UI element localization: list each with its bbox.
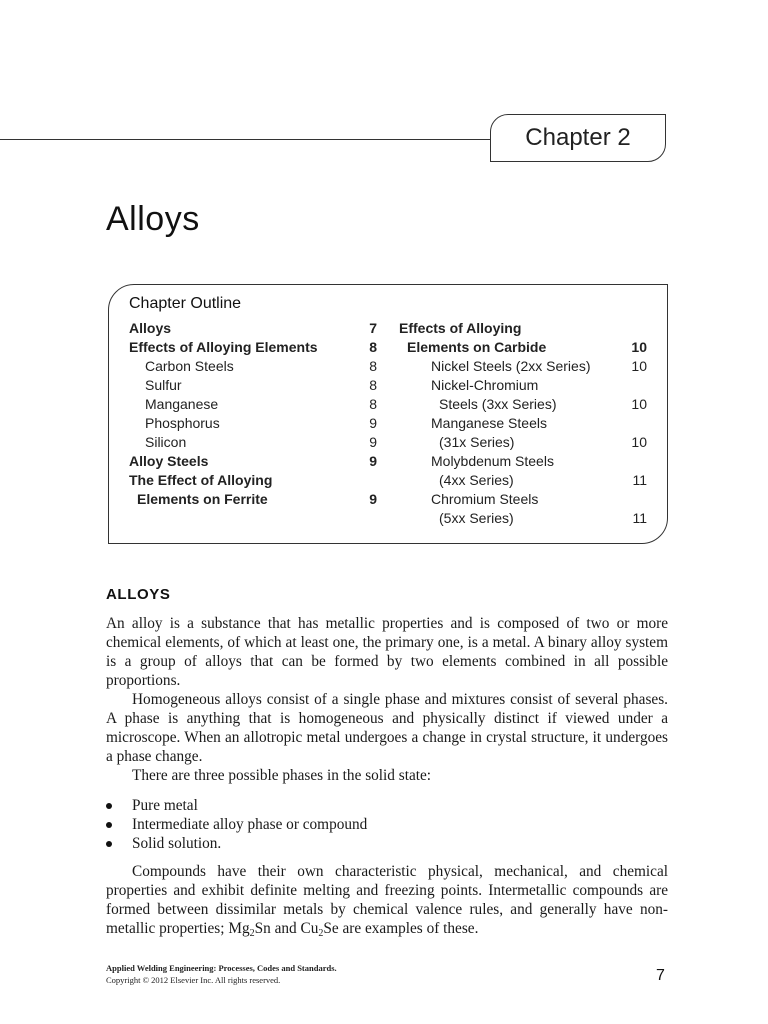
outline-entry-label: Effects of Alloying	[399, 320, 522, 336]
formula-mg2sn: $Mg_2Sn$	[228, 920, 271, 939]
outline-entry-page: 11	[632, 472, 647, 488]
outline-entry-label: (31x Series)	[439, 434, 515, 450]
paragraph-4: Compounds have their own characteristic physical, mechanical, and chemical properties and exhibit definite melting and freezing points. Intermetallic compounds are formed between dissimilar metals by chemical valence rules, and generally have non-metallic properties; $Mg_2Sn$ and $Cu_2Se$ are examples of these.	[106, 863, 668, 939]
outline-entry-page: 8	[369, 377, 377, 393]
outline-entry	[129, 395, 377, 414]
outline-entry	[399, 433, 647, 452]
list-item: Intermediate alloy phase or compound	[106, 815, 668, 834]
outline-entry-label: Manganese	[145, 396, 219, 412]
outline-entry	[399, 395, 647, 414]
outline-entry	[399, 376, 647, 395]
outline-entry-label: Alloys	[129, 320, 172, 336]
outline-entry	[129, 338, 377, 357]
page-number: 7	[656, 967, 665, 984]
outline-entry-page: 9	[369, 434, 377, 450]
outline-entry-page: 8	[369, 339, 377, 355]
outline-entry-page: 8	[369, 358, 377, 374]
outline-entry	[399, 414, 647, 433]
outline-entry-label: Chromium Steels	[431, 491, 539, 507]
paragraph-1: An alloy is a substance that has metallic properties and is composed of two or more chemical elements, of which at least one, the primary one, is a metal. A binary alloy system is a group of alloys that can be formed by two elements combined in all possible proportions.	[106, 615, 668, 689]
outline-entry	[129, 319, 377, 338]
paragraph-2: Homogeneous alloys consist of a single phase and mixtures consist of several phases. A phase is anything that is homogeneous and physically distinct if viewed under a microscope. When an allotropic metal undergoes a change in crystal structure, it undergoes a phase change.	[106, 691, 668, 765]
section-heading: ALLOYS	[106, 586, 171, 603]
outline-entry	[129, 414, 377, 433]
outline-entry-label: Elements on Carbide	[407, 339, 547, 355]
outline-entry-page: 9	[369, 453, 377, 469]
outline-entry	[399, 509, 647, 528]
outline-entry-label: (4xx Series)	[439, 472, 514, 488]
outline-entry	[399, 490, 647, 509]
outline-entry-label: Effects of Alloying Elements	[129, 339, 318, 355]
outline-entry-label: The Effect of Alloying	[129, 472, 273, 488]
footer-book-title: Applied Welding Engineering: Processes, Codes and Standards.	[106, 963, 337, 973]
formula-cu2se: $Cu_2Se$	[300, 920, 339, 939]
bullet-icon	[106, 822, 112, 828]
outline-entry	[399, 471, 647, 490]
footer-copyright: Copyright © 2012 Elsevier Inc. All rights reserved.	[106, 975, 281, 985]
outline-entry-label: Phosphorus	[145, 415, 220, 431]
chapter-rule	[0, 139, 500, 140]
outline-entry-label: Carbon Steels	[145, 358, 234, 374]
outline-entry	[129, 452, 377, 471]
outline-entry-page: 10	[631, 396, 647, 412]
outline-entry-label: Elements on Ferrite	[137, 491, 268, 507]
outline-heading: Chapter Outline	[129, 295, 242, 312]
outline-entry	[399, 357, 647, 376]
outline-entry-page: 10	[631, 358, 647, 374]
chapter-title: Alloys	[106, 200, 200, 238]
outline-entry-page: 8	[369, 396, 377, 412]
outline-entry	[129, 471, 377, 490]
outline-entry-page: 11	[632, 510, 647, 526]
chapter-label: Chapter 2	[490, 114, 666, 162]
outline-entry-label: Silicon	[145, 434, 187, 450]
bullet-icon	[106, 803, 112, 809]
outline-entry-label: Steels (3xx Series)	[439, 396, 557, 412]
outline-entry-page: 9	[369, 491, 377, 507]
bullet-icon	[106, 841, 112, 847]
outline-entry	[129, 376, 377, 395]
outline-entry-label: Manganese Steels	[431, 415, 547, 431]
outline-entry-label: Alloy Steels	[129, 453, 209, 469]
phase-list	[106, 796, 668, 853]
outline-entry	[399, 452, 647, 471]
list-item: Pure metal	[106, 796, 668, 815]
chapter-outline	[108, 284, 668, 544]
outline-entry-label: Nickel-Chromium	[431, 377, 539, 393]
outline-entry-label: Sulfur	[145, 377, 182, 393]
list-item: Solid solution.	[106, 834, 668, 853]
outline-entry	[399, 338, 647, 357]
outline-entry	[129, 433, 377, 452]
outline-entry-page: 10	[631, 339, 647, 355]
outline-entry	[129, 357, 377, 376]
outline-entry-label: Molybdenum Steels	[431, 453, 554, 469]
paragraph-3: There are three possible phases in the solid state:	[132, 767, 432, 784]
outline-entry-page: 10	[631, 434, 647, 450]
outline-entry-label: Nickel Steels (2xx Series)	[431, 358, 591, 374]
outline-entry	[399, 319, 647, 338]
outline-entry-page: 9	[369, 415, 377, 431]
outline-entry-page: 7	[369, 320, 377, 336]
outline-entry	[129, 490, 377, 509]
outline-entry-label: (5xx Series)	[439, 510, 514, 526]
